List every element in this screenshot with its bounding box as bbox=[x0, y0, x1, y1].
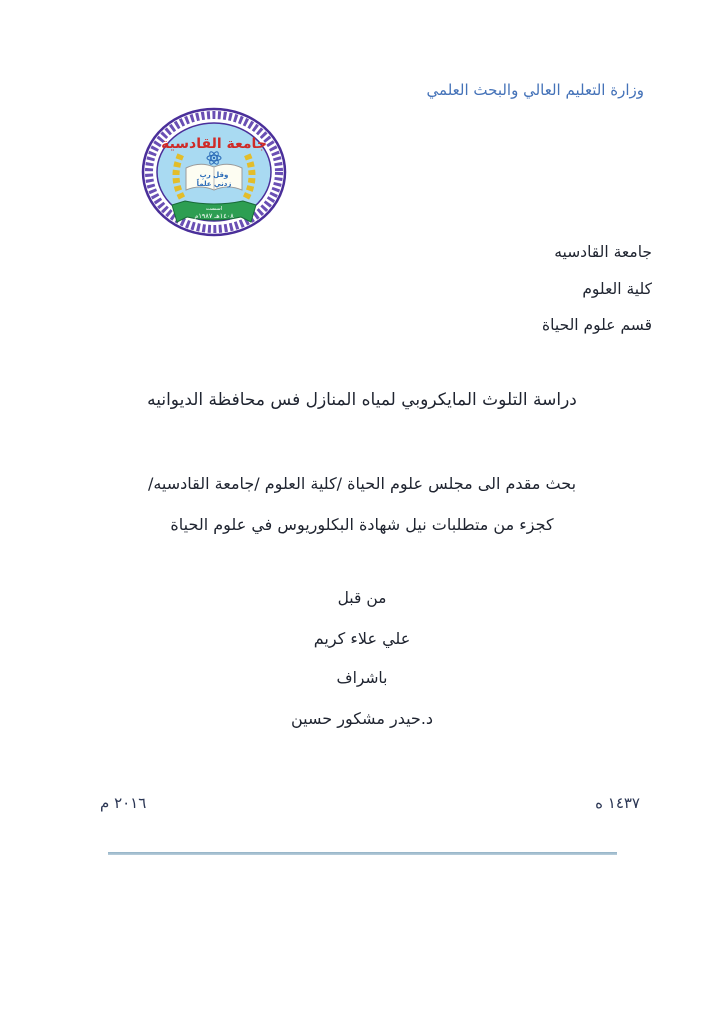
submission-statement-line1: بحث مقدم الى مجلس علوم الحياة /كلية العلوم /جامعة القادسيه/ bbox=[147, 474, 577, 493]
ministry-header: وزارة التعليم العالي والبحث العلمي bbox=[426, 81, 644, 99]
university-logo bbox=[140, 106, 288, 238]
supervision-label: باشراف bbox=[336, 669, 388, 687]
thesis-title: دراسة التلوث المايكروبي لمياه المنازل فس محافظة الديوانيه bbox=[147, 390, 577, 410]
department-name: قسم علوم الحياة bbox=[542, 316, 652, 334]
university-emblem bbox=[140, 106, 288, 238]
book-verse-line2: زدني علماً bbox=[196, 180, 232, 188]
student-name: علي علاء كريم bbox=[313, 629, 411, 648]
book-verse-line1: وقل ربِ bbox=[199, 171, 229, 179]
submission-statement-line2: كجزء من متطلبات نيل شهادة البكلوريوس في علوم الحياة bbox=[170, 515, 554, 534]
supervisor-name: د.حيدر مشكور حسين bbox=[290, 709, 434, 728]
footer-divider-line bbox=[108, 852, 617, 855]
gregorian-year: ٢٠١٦ م bbox=[100, 794, 147, 812]
banner-text-line2: ١٤٠٨هـ ١٩٨٧م bbox=[194, 212, 234, 220]
banner-text-line1: اسست bbox=[205, 206, 223, 212]
hijri-year: ١٤٣٧ ه bbox=[595, 794, 640, 812]
emblem-calligraphy: جامعة القادسية bbox=[161, 136, 267, 152]
college-name: كلية العلوم bbox=[582, 280, 652, 298]
university-name: جامعة القادسيه bbox=[554, 243, 652, 261]
by-label: من قبل bbox=[337, 589, 387, 607]
